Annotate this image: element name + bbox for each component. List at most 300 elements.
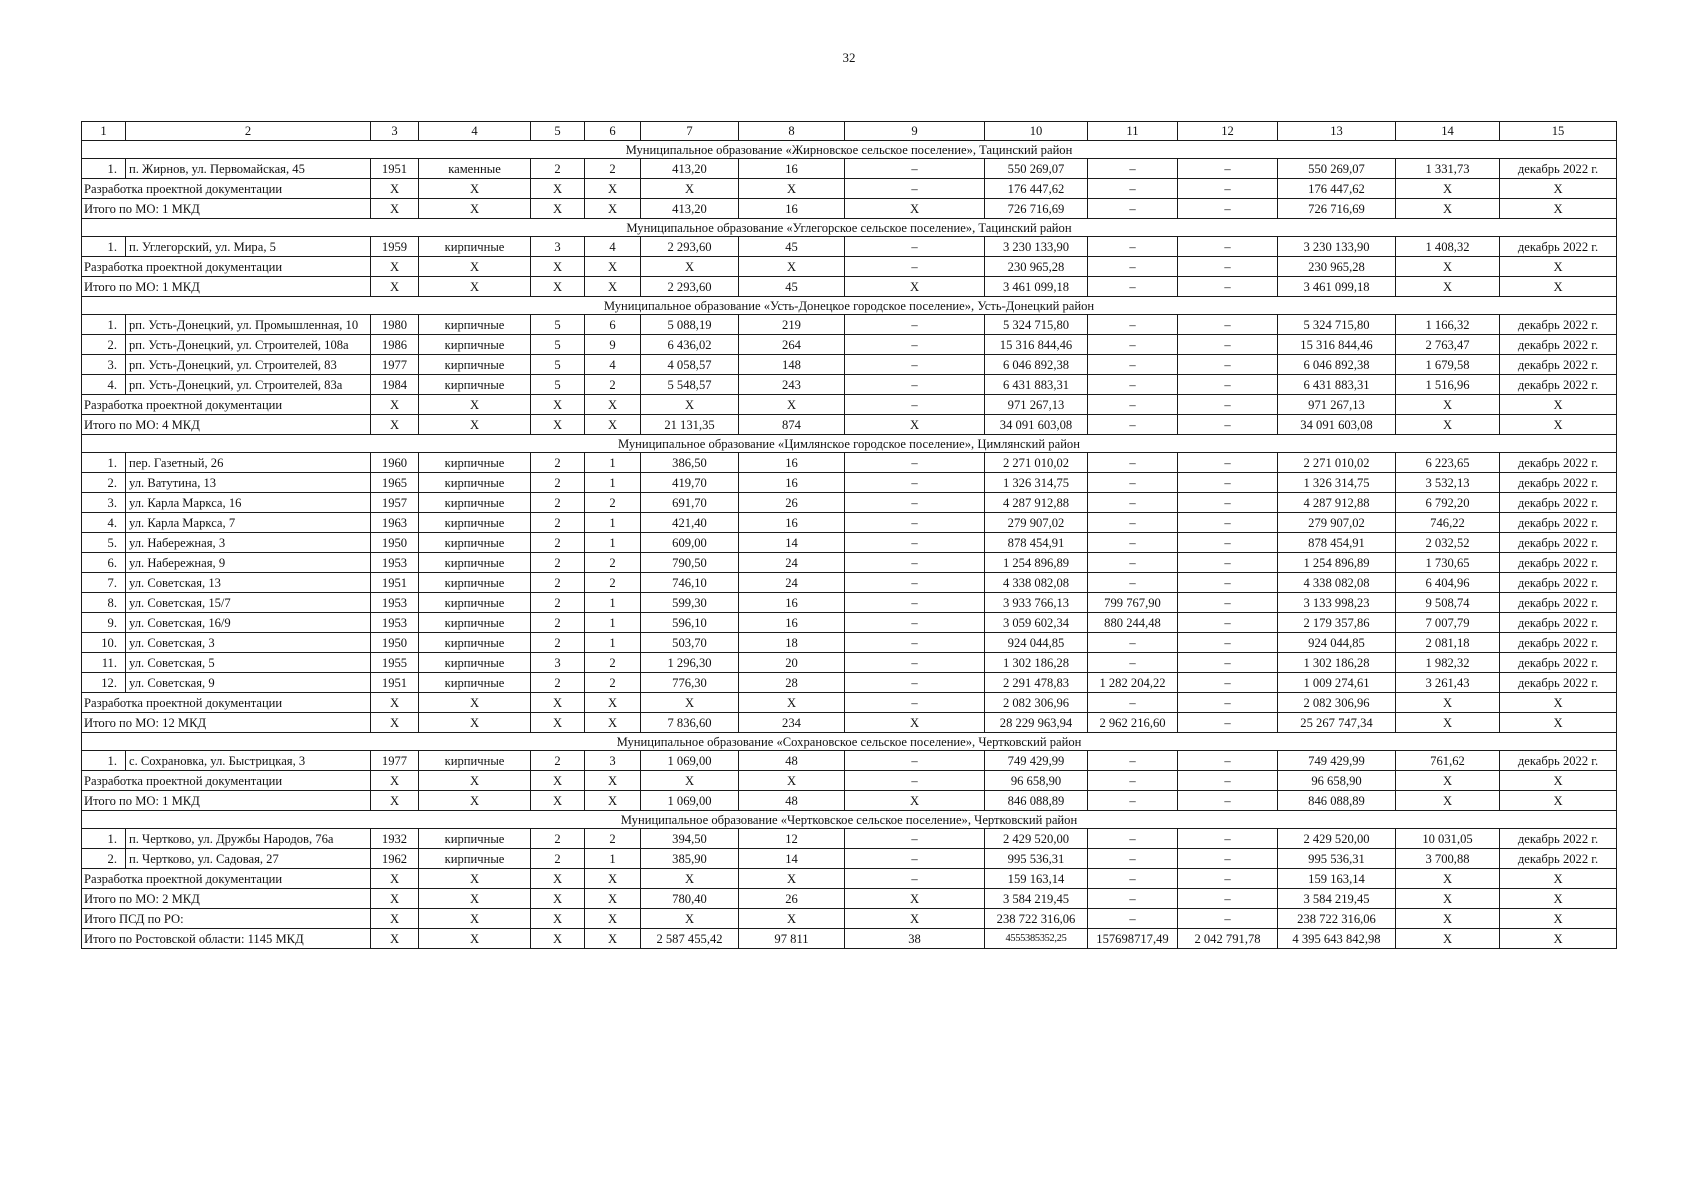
- cell-col-15: декабрь 2022 г.: [1500, 613, 1617, 633]
- cell-col-15: декабрь 2022 г.: [1500, 473, 1617, 493]
- cell-col-8: 14: [739, 533, 845, 553]
- cell-col-8: 16: [739, 473, 845, 493]
- cell-col-4: кирпичные: [419, 849, 531, 869]
- cell-col-8: 12: [739, 829, 845, 849]
- cell-col-10: 96 658,90: [985, 771, 1088, 791]
- cell-col-15: X: [1500, 199, 1617, 219]
- cell-col-12: –: [1178, 453, 1278, 473]
- table-row: [82, 335, 1617, 355]
- cell-col-4: X: [419, 869, 531, 889]
- row-address: ул. Набережная, 3: [126, 533, 371, 553]
- cell-col-8: 14: [739, 849, 845, 869]
- cell-col-5: X: [531, 889, 585, 909]
- grand-total-row: [82, 929, 1617, 949]
- cell-col-11: –: [1088, 909, 1178, 929]
- row-address: ул. Советская, 15/7: [126, 593, 371, 613]
- cell-col-9: –: [845, 179, 985, 199]
- header-cell-2: 2: [126, 122, 371, 141]
- section-title: Муниципальное образование «Сохрановское сельское поселение», Чертковский район: [82, 733, 1617, 751]
- cell-col-7: 385,90: [641, 849, 739, 869]
- cell-col-13: 924 044,85: [1278, 633, 1396, 653]
- cell-col-12: –: [1178, 713, 1278, 733]
- cell-col-5: 2: [531, 473, 585, 493]
- cell-col-3: 1951: [371, 573, 419, 593]
- cell-col-13: 159 163,14: [1278, 869, 1396, 889]
- cell-col-14: 6 404,96: [1396, 573, 1500, 593]
- cell-col-13: 1 009 274,61: [1278, 673, 1396, 693]
- cell-col-13: 15 316 844,46: [1278, 335, 1396, 355]
- cell-col-5: X: [531, 179, 585, 199]
- cell-col-4: кирпичные: [419, 673, 531, 693]
- cell-col-10: 878 454,91: [985, 533, 1088, 553]
- cell-col-4: кирпичные: [419, 237, 531, 257]
- section-title-row: [82, 297, 1617, 315]
- total-label: Итого по МО: 1 МКД: [82, 791, 371, 811]
- cell-col-8: 28: [739, 673, 845, 693]
- cell-col-15: X: [1500, 771, 1617, 791]
- cell-col-14: X: [1396, 277, 1500, 297]
- section-title-row: [82, 811, 1617, 829]
- cell-col-11: –: [1088, 791, 1178, 811]
- cell-col-4: X: [419, 889, 531, 909]
- total-label: Итого по МО: 1 МКД: [82, 199, 371, 219]
- cell-col-7: 394,50: [641, 829, 739, 849]
- cell-col-11: –: [1088, 277, 1178, 297]
- cell-col-13: 878 454,91: [1278, 533, 1396, 553]
- cell-col-5: 2: [531, 553, 585, 573]
- cell-col-4: кирпичные: [419, 751, 531, 771]
- cell-col-14: 1 730,65: [1396, 553, 1500, 573]
- cell-col-8: 148: [739, 355, 845, 375]
- section-title-row: [82, 733, 1617, 751]
- cell-col-4: кирпичные: [419, 653, 531, 673]
- cell-col-3: X: [371, 415, 419, 435]
- cell-col-8: 26: [739, 493, 845, 513]
- cell-col-10: 176 447,62: [985, 179, 1088, 199]
- cell-col-15: декабрь 2022 г.: [1500, 375, 1617, 395]
- cell-col-13: 6 046 892,38: [1278, 355, 1396, 375]
- header-cell-13: 13: [1278, 122, 1396, 141]
- cell-col-6: 4: [585, 237, 641, 257]
- table-row: [82, 751, 1617, 771]
- cell-col-11: –: [1088, 375, 1178, 395]
- cell-col-5: 3: [531, 237, 585, 257]
- cell-col-15: X: [1500, 415, 1617, 435]
- row-address: ул. Советская, 13: [126, 573, 371, 593]
- cell-col-8: 16: [739, 593, 845, 613]
- cell-col-9: –: [845, 829, 985, 849]
- cell-col-15: X: [1500, 257, 1617, 277]
- cell-col-15: X: [1500, 889, 1617, 909]
- cell-col-11: –: [1088, 159, 1178, 179]
- cell-col-3: 1953: [371, 613, 419, 633]
- table-row: [82, 315, 1617, 335]
- cell-col-10: 3 059 602,34: [985, 613, 1088, 633]
- cell-col-8: 16: [739, 453, 845, 473]
- cell-col-3: X: [371, 179, 419, 199]
- cell-col-3: 1955: [371, 653, 419, 673]
- cell-col-12: –: [1178, 159, 1278, 179]
- cell-col-6: 1: [585, 593, 641, 613]
- cell-col-14: 1 331,73: [1396, 159, 1500, 179]
- cell-col-12: –: [1178, 633, 1278, 653]
- cell-col-8: 26: [739, 889, 845, 909]
- cell-col-8: 16: [739, 199, 845, 219]
- cell-col-14: X: [1396, 713, 1500, 733]
- cell-col-14: 2 032,52: [1396, 533, 1500, 553]
- cell-col-15: декабрь 2022 г.: [1500, 751, 1617, 771]
- cell-col-14: 3 532,13: [1396, 473, 1500, 493]
- cell-col-14: 746,22: [1396, 513, 1500, 533]
- cell-col-6: 2: [585, 653, 641, 673]
- cell-col-11: 157698717,49: [1088, 929, 1178, 949]
- cell-col-10: 34 091 603,08: [985, 415, 1088, 435]
- section-total-row: [82, 869, 1617, 889]
- cell-col-10: 1 302 186,28: [985, 653, 1088, 673]
- cell-col-6: 9: [585, 335, 641, 355]
- cell-col-8: X: [739, 771, 845, 791]
- row-number: 10.: [82, 633, 126, 653]
- header-cell-1: 1: [82, 122, 126, 141]
- total-label: Итого по МО: 1 МКД: [82, 277, 371, 297]
- cell-col-15: декабрь 2022 г.: [1500, 513, 1617, 533]
- cell-col-8: 48: [739, 791, 845, 811]
- row-address: п. Жирнов, ул. Первомайская, 45: [126, 159, 371, 179]
- cell-col-12: –: [1178, 513, 1278, 533]
- cell-col-4: кирпичные: [419, 533, 531, 553]
- cell-col-12: –: [1178, 849, 1278, 869]
- cell-col-12: –: [1178, 473, 1278, 493]
- cell-col-12: –: [1178, 179, 1278, 199]
- cell-col-4: X: [419, 395, 531, 415]
- cell-col-5: X: [531, 929, 585, 949]
- cell-col-3: X: [371, 909, 419, 929]
- total-label: Разработка проектной документации: [82, 179, 371, 199]
- cell-col-14: 2 081,18: [1396, 633, 1500, 653]
- cell-col-10: 1 254 896,89: [985, 553, 1088, 573]
- cell-col-6: X: [585, 179, 641, 199]
- cell-col-6: X: [585, 415, 641, 435]
- cell-col-6: 2: [585, 159, 641, 179]
- cell-col-5: 5: [531, 315, 585, 335]
- cell-col-6: X: [585, 257, 641, 277]
- cell-col-8: X: [739, 693, 845, 713]
- section-title: Муниципальное образование «Чертковское сельское поселение», Чертковский район: [82, 811, 1617, 829]
- cell-col-14: 1 166,32: [1396, 315, 1500, 335]
- cell-col-3: X: [371, 791, 419, 811]
- cell-col-14: X: [1396, 199, 1500, 219]
- table-row: [82, 159, 1617, 179]
- total-label: Разработка проектной документации: [82, 395, 371, 415]
- row-number: 9.: [82, 613, 126, 633]
- cell-col-13: 2 082 306,96: [1278, 693, 1396, 713]
- cell-col-7: 1 069,00: [641, 751, 739, 771]
- cell-col-7: 746,10: [641, 573, 739, 593]
- cell-col-9: –: [845, 869, 985, 889]
- cell-col-11: 880 244,48: [1088, 613, 1178, 633]
- section-total-row: [82, 415, 1617, 435]
- cell-col-9: X: [845, 415, 985, 435]
- cell-col-11: –: [1088, 355, 1178, 375]
- cell-col-12: –: [1178, 829, 1278, 849]
- cell-col-13: 96 658,90: [1278, 771, 1396, 791]
- cell-col-6: X: [585, 791, 641, 811]
- cell-col-7: X: [641, 693, 739, 713]
- header-cell-9: 9: [845, 122, 985, 141]
- cell-col-15: декабрь 2022 г.: [1500, 453, 1617, 473]
- cell-col-8: 874: [739, 415, 845, 435]
- cell-col-12: –: [1178, 257, 1278, 277]
- cell-col-7: 691,70: [641, 493, 739, 513]
- cell-col-5: X: [531, 277, 585, 297]
- cell-col-3: X: [371, 693, 419, 713]
- table-row: [82, 453, 1617, 473]
- cell-col-15: X: [1500, 909, 1617, 929]
- total-label: Разработка проектной документации: [82, 257, 371, 277]
- cell-col-14: X: [1396, 929, 1500, 949]
- cell-col-7: 2 293,60: [641, 237, 739, 257]
- cell-col-13: 6 431 883,31: [1278, 375, 1396, 395]
- row-number: 2.: [82, 473, 126, 493]
- row-number: 1.: [82, 315, 126, 335]
- cell-col-13: 3 584 219,45: [1278, 889, 1396, 909]
- cell-col-11: –: [1088, 849, 1178, 869]
- cell-col-8: X: [739, 395, 845, 415]
- cell-col-6: X: [585, 771, 641, 791]
- row-number: 5.: [82, 533, 126, 553]
- cell-col-7: 6 436,02: [641, 335, 739, 355]
- cell-col-11: –: [1088, 453, 1178, 473]
- cell-col-9: –: [845, 493, 985, 513]
- cell-col-6: 1: [585, 513, 641, 533]
- cell-col-4: кирпичные: [419, 633, 531, 653]
- header-cell-14: 14: [1396, 122, 1500, 141]
- cell-col-11: –: [1088, 237, 1178, 257]
- cell-col-13: 3 230 133,90: [1278, 237, 1396, 257]
- cell-col-12: –: [1178, 415, 1278, 435]
- cell-col-13: 726 716,69: [1278, 199, 1396, 219]
- cell-col-11: –: [1088, 869, 1178, 889]
- table-row: [82, 533, 1617, 553]
- cell-col-12: –: [1178, 909, 1278, 929]
- section-total-row: [82, 693, 1617, 713]
- cell-col-9: X: [845, 277, 985, 297]
- cell-col-12: –: [1178, 375, 1278, 395]
- cell-col-5: 2: [531, 613, 585, 633]
- cell-col-11: –: [1088, 199, 1178, 219]
- cell-col-15: декабрь 2022 г.: [1500, 653, 1617, 673]
- row-number: 8.: [82, 593, 126, 613]
- section-title: Муниципальное образование «Углегорское сельское поселение», Тацинский район: [82, 219, 1617, 237]
- header-cell-8: 8: [739, 122, 845, 141]
- cell-col-11: –: [1088, 633, 1178, 653]
- cell-col-5: 2: [531, 573, 585, 593]
- cell-col-6: 1: [585, 613, 641, 633]
- cell-col-8: 24: [739, 553, 845, 573]
- table-row: [82, 829, 1617, 849]
- cell-col-12: –: [1178, 869, 1278, 889]
- table-row: [82, 553, 1617, 573]
- cell-col-7: 1 069,00: [641, 791, 739, 811]
- cell-col-6: X: [585, 693, 641, 713]
- cell-col-9: –: [845, 237, 985, 257]
- cell-col-15: декабрь 2022 г.: [1500, 355, 1617, 375]
- cell-col-15: декабрь 2022 г.: [1500, 633, 1617, 653]
- cell-col-12: –: [1178, 693, 1278, 713]
- cell-col-9: –: [845, 533, 985, 553]
- cell-col-6: X: [585, 889, 641, 909]
- cell-col-5: 5: [531, 375, 585, 395]
- cell-col-4: кирпичные: [419, 493, 531, 513]
- cell-col-12: –: [1178, 593, 1278, 613]
- cell-col-9: –: [845, 375, 985, 395]
- cell-col-4: X: [419, 179, 531, 199]
- row-number: 1.: [82, 829, 126, 849]
- cell-col-8: X: [739, 869, 845, 889]
- cell-col-14: X: [1396, 179, 1500, 199]
- cell-col-5: 3: [531, 653, 585, 673]
- cell-col-9: –: [845, 573, 985, 593]
- cell-col-13: 971 267,13: [1278, 395, 1396, 415]
- total-label: Итого по МО: 12 МКД: [82, 713, 371, 733]
- row-address: пер. Газетный, 26: [126, 453, 371, 473]
- cell-col-5: 2: [531, 829, 585, 849]
- cell-col-9: –: [845, 751, 985, 771]
- table-row: [82, 849, 1617, 869]
- cell-col-4: X: [419, 277, 531, 297]
- cell-col-7: 7 836,60: [641, 713, 739, 733]
- cell-col-11: –: [1088, 829, 1178, 849]
- row-address: рп. Усть-Донецкий, ул. Строителей, 108а: [126, 335, 371, 355]
- table-row: [82, 473, 1617, 493]
- cell-col-3: 1980: [371, 315, 419, 335]
- cell-col-13: 4 395 643 842,98: [1278, 929, 1396, 949]
- cell-col-6: 2: [585, 375, 641, 395]
- cell-col-14: X: [1396, 869, 1500, 889]
- cell-col-10: 2 082 306,96: [985, 693, 1088, 713]
- cell-col-8: 45: [739, 237, 845, 257]
- cell-col-15: X: [1500, 693, 1617, 713]
- cell-col-11: –: [1088, 415, 1178, 435]
- row-address: п. Чертково, ул. Дружбы Народов, 76а: [126, 829, 371, 849]
- cell-col-15: декабрь 2022 г.: [1500, 849, 1617, 869]
- section-total-row: [82, 277, 1617, 297]
- cell-col-4: X: [419, 771, 531, 791]
- cell-col-15: X: [1500, 277, 1617, 297]
- cell-col-5: X: [531, 395, 585, 415]
- cell-col-7: 21 131,35: [641, 415, 739, 435]
- cell-col-14: 1 516,96: [1396, 375, 1500, 395]
- cell-col-5: X: [531, 257, 585, 277]
- cell-col-9: 38: [845, 929, 985, 949]
- cell-col-9: –: [845, 693, 985, 713]
- row-address: ул. Советская, 5: [126, 653, 371, 673]
- cell-col-10: 238 722 316,06: [985, 909, 1088, 929]
- cell-col-4: кирпичные: [419, 315, 531, 335]
- cell-col-3: 1950: [371, 633, 419, 653]
- cell-col-7: X: [641, 257, 739, 277]
- cell-col-9: –: [845, 553, 985, 573]
- cell-col-3: 1984: [371, 375, 419, 395]
- cell-col-6: 1: [585, 633, 641, 653]
- cell-col-12: –: [1178, 771, 1278, 791]
- cell-col-11: –: [1088, 335, 1178, 355]
- cell-col-12: –: [1178, 395, 1278, 415]
- row-address: рп. Усть-Донецкий, ул. Строителей, 83: [126, 355, 371, 375]
- cell-col-9: –: [845, 335, 985, 355]
- table-row: [82, 633, 1617, 653]
- cell-col-12: –: [1178, 315, 1278, 335]
- row-number: 3.: [82, 493, 126, 513]
- cell-col-10: 3 230 133,90: [985, 237, 1088, 257]
- row-address: рп. Усть-Донецкий, ул. Промышленная, 10: [126, 315, 371, 335]
- row-address: ул. Ватутина, 13: [126, 473, 371, 493]
- cell-col-4: X: [419, 929, 531, 949]
- cell-col-3: 1953: [371, 553, 419, 573]
- cell-col-14: 761,62: [1396, 751, 1500, 771]
- cell-col-7: 419,70: [641, 473, 739, 493]
- cell-col-12: –: [1178, 653, 1278, 673]
- cell-col-7: 5 548,57: [641, 375, 739, 395]
- header-cell-12: 12: [1178, 122, 1278, 141]
- cell-col-9: X: [845, 791, 985, 811]
- cell-col-10: 1 326 314,75: [985, 473, 1088, 493]
- cell-col-8: 219: [739, 315, 845, 335]
- cell-col-5: X: [531, 791, 585, 811]
- section-title: Муниципальное образование «Цимлянское городское поселение», Цимлянский район: [82, 435, 1617, 453]
- cell-col-4: X: [419, 791, 531, 811]
- cell-col-15: декабрь 2022 г.: [1500, 593, 1617, 613]
- cell-col-10: 28 229 963,94: [985, 713, 1088, 733]
- cell-col-5: 5: [531, 335, 585, 355]
- cell-col-7: 4 058,57: [641, 355, 739, 375]
- cell-col-10: 3 933 766,13: [985, 593, 1088, 613]
- cell-col-8: X: [739, 179, 845, 199]
- cell-col-12: –: [1178, 791, 1278, 811]
- cell-col-5: X: [531, 909, 585, 929]
- cell-col-5: X: [531, 693, 585, 713]
- cell-col-10: 4555385352,25: [985, 929, 1088, 949]
- cell-col-5: 2: [531, 593, 585, 613]
- cell-col-15: декабрь 2022 г.: [1500, 573, 1617, 593]
- cell-col-13: 995 536,31: [1278, 849, 1396, 869]
- section-total-row: [82, 771, 1617, 791]
- cell-col-4: кирпичные: [419, 335, 531, 355]
- cell-col-3: X: [371, 929, 419, 949]
- cell-col-14: X: [1396, 415, 1500, 435]
- cell-col-13: 1 326 314,75: [1278, 473, 1396, 493]
- cell-col-15: X: [1500, 791, 1617, 811]
- cell-col-14: X: [1396, 693, 1500, 713]
- cell-col-15: X: [1500, 929, 1617, 949]
- cell-col-8: 234: [739, 713, 845, 733]
- table-row: [82, 593, 1617, 613]
- cell-col-14: 3 700,88: [1396, 849, 1500, 869]
- cell-col-11: –: [1088, 573, 1178, 593]
- cell-col-3: X: [371, 277, 419, 297]
- cell-col-6: X: [585, 929, 641, 949]
- cell-col-4: X: [419, 693, 531, 713]
- row-number: 4.: [82, 513, 126, 533]
- cell-col-11: –: [1088, 179, 1178, 199]
- cell-col-5: X: [531, 771, 585, 791]
- cell-col-5: X: [531, 415, 585, 435]
- grand-total-row: [82, 909, 1617, 929]
- cell-col-14: 1 408,32: [1396, 237, 1500, 257]
- cell-col-4: кирпичные: [419, 613, 531, 633]
- table-row: [82, 573, 1617, 593]
- cell-col-8: 24: [739, 573, 845, 593]
